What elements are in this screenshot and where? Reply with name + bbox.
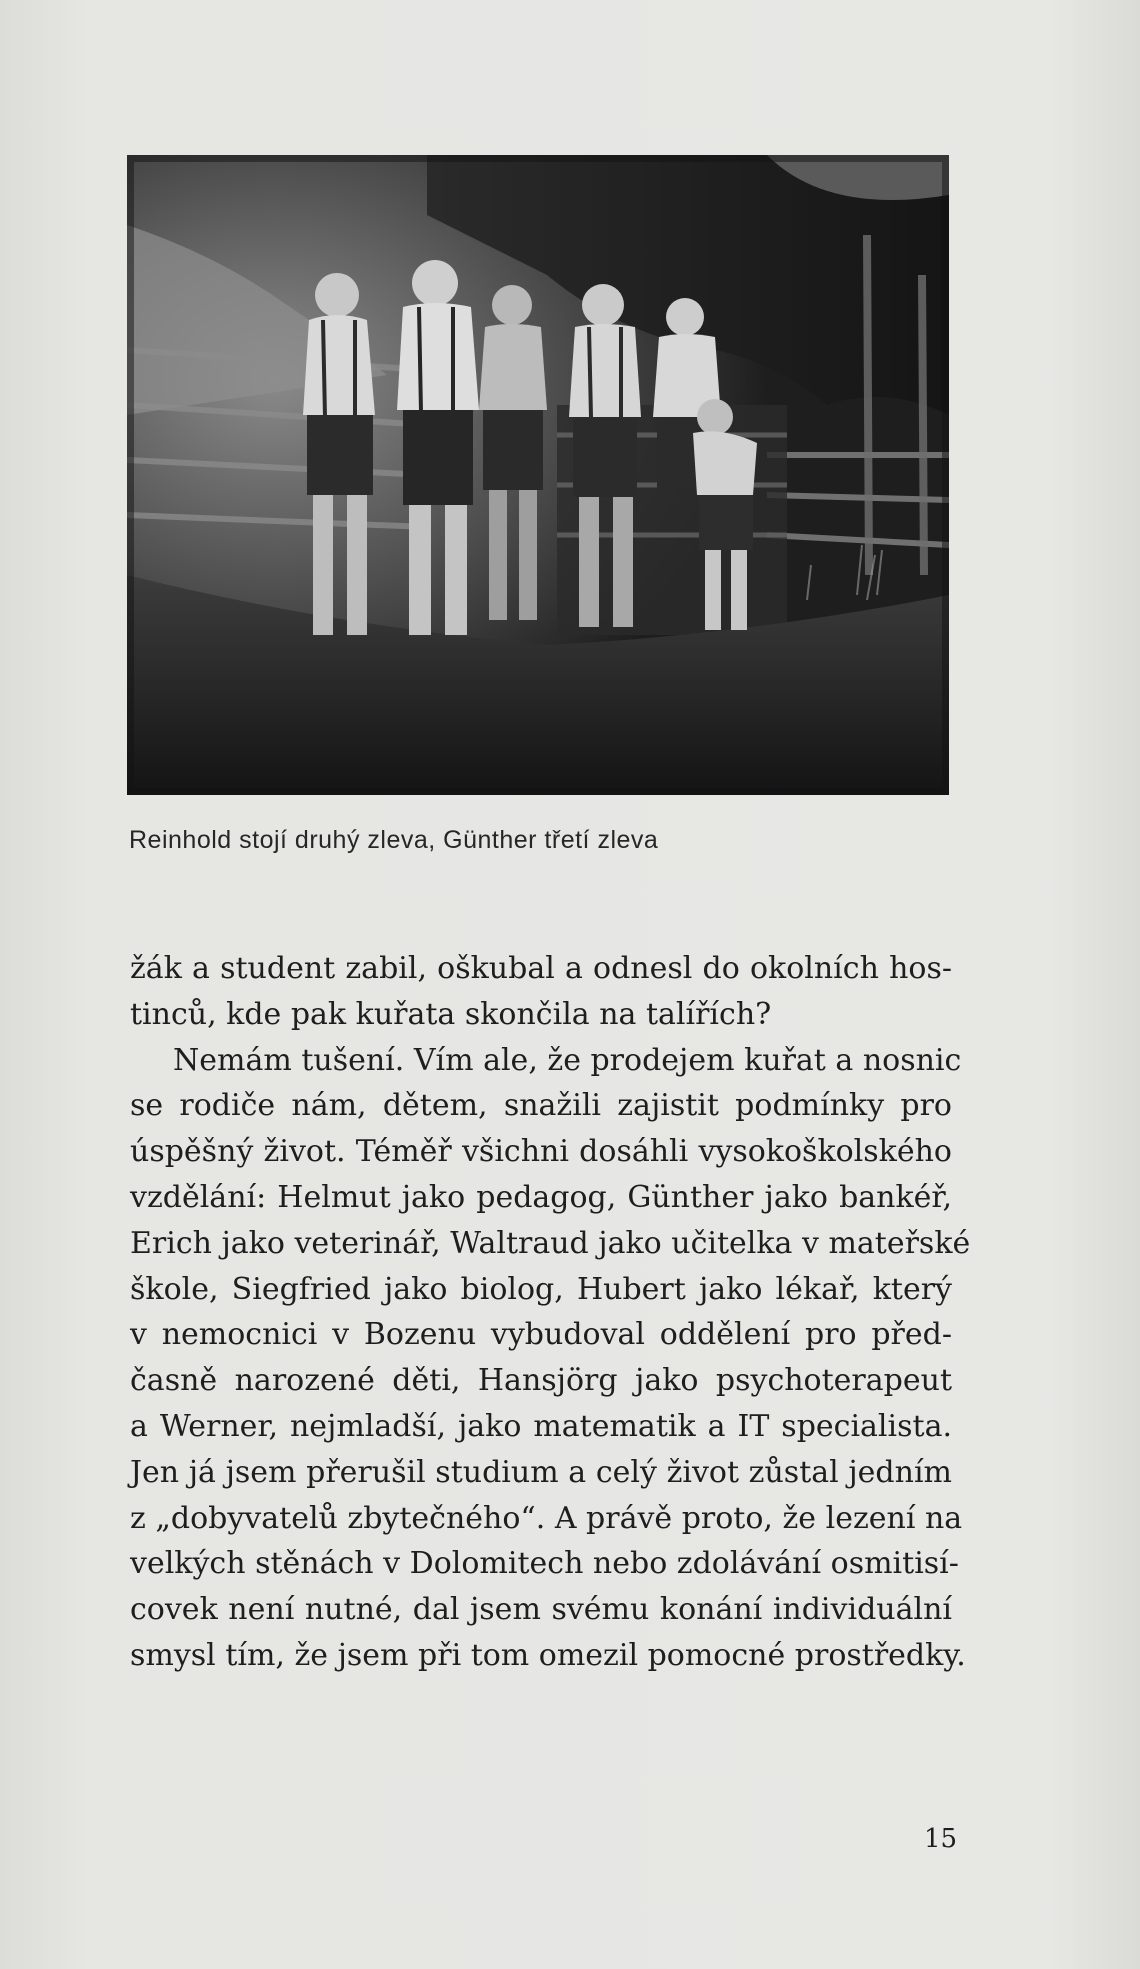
text-line: a Werner, nejmladší, jako matematik a IT specialista. — [130, 1408, 952, 1444]
text-line: se rodiče nám, dětem, snažili zajistit podmínky pro — [130, 1088, 952, 1124]
text-line: časně narozené děti, Hansjörg jako psychoterapeut — [130, 1363, 952, 1399]
text-line: Jen já jsem přerušil studium a celý život zůstal jedním — [130, 1454, 952, 1490]
body-text — [130, 946, 971, 1679]
text-line: tinců, kde pak kuřata skončila na talířích? — [130, 996, 772, 1032]
text-line: velkých stěnách v Dolomitech nebo zdolávání osmitisí- — [130, 1546, 959, 1582]
page-number: 15 — [924, 1824, 958, 1854]
text-line: Erich jako veterinář, Waltraud jako učitelka v mateřské — [130, 1225, 971, 1261]
photograph — [127, 155, 949, 795]
text-line: úspěšný život. Téměř všichni dosáhli vysokoškolského — [130, 1134, 952, 1170]
text-line: žák a student zabil, oškubal a odnesl do okolních hos- — [130, 951, 952, 986]
text-line: Nemám tušení. Vím ale, že prodejem kuřat a nosnic — [173, 1042, 962, 1078]
photo-illustration — [127, 155, 949, 795]
photo-caption: Reinhold stojí druhý zleva, Günther třetí zleva — [129, 826, 659, 854]
text-line: škole, Siegfried jako biolog, Hubert jako lékař, který — [130, 1271, 952, 1307]
text-line: smysl tím, že jsem při tom omezil pomocné prostředky. — [130, 1637, 966, 1673]
text-line: z „dobyvatelů zbytečného“. A právě proto, že lezení na — [130, 1500, 963, 1536]
text-line: covek není nutné, dal jsem svému konání individuální — [130, 1592, 952, 1628]
text-line: v nemocnici v Bozenu vybudoval oddělení pro před- — [130, 1317, 952, 1353]
text-line: vzdělání: Helmut jako pedagog, Günther jako bankéř, — [130, 1179, 952, 1215]
